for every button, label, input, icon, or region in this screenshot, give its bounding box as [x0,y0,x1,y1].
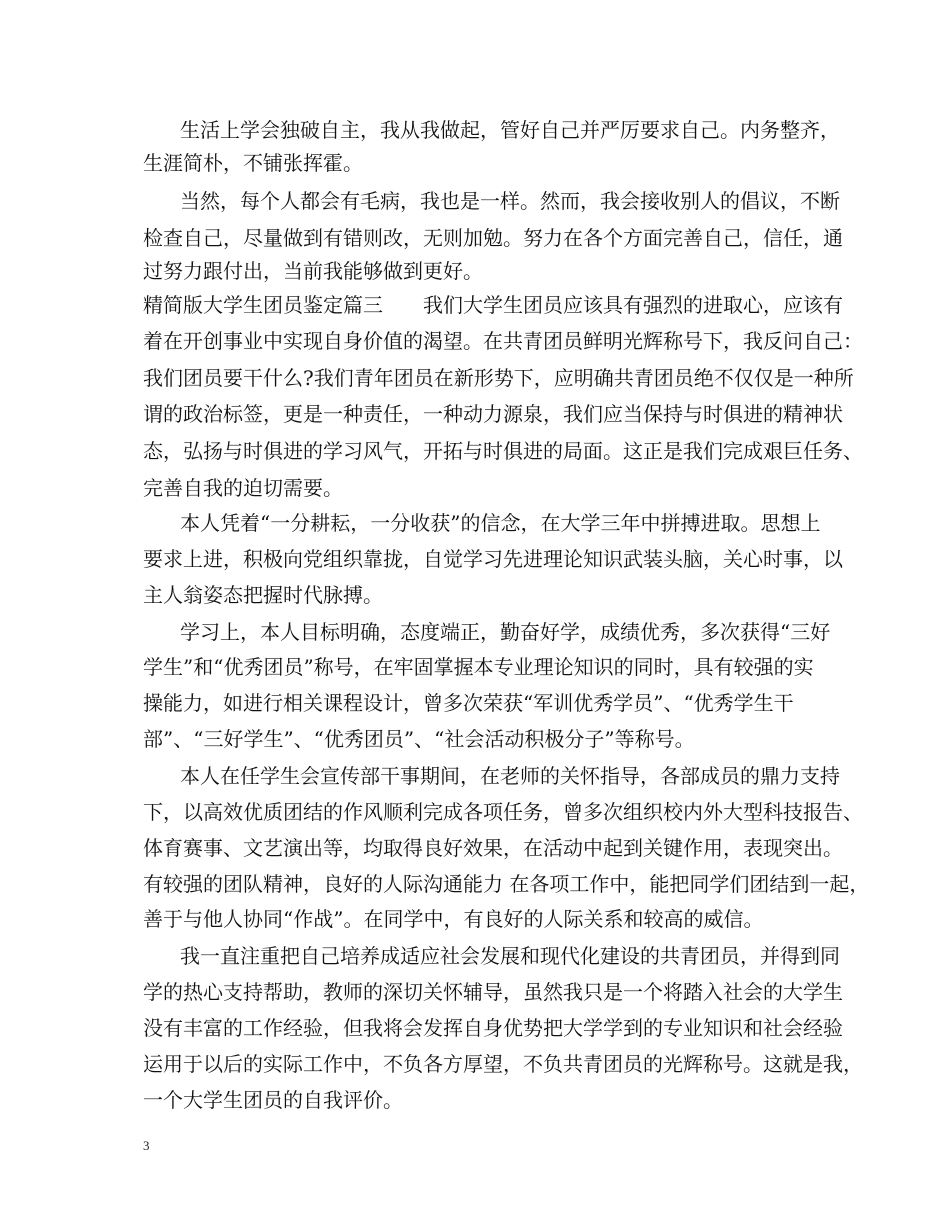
text-line: 我们团员要干什么?我们青年团员在新形势下，应明确共青团员绝不仅仅是一种所 [143,366,854,390]
text-line: 学生”和“优秀团员”称号，在牢固掌握本专业理论知识的同时，具有较强的实 [143,655,814,679]
text-line: 要求上进，积极向党组织靠拢，自觉学习先进理论知识武装头脑，关心时事，以 [143,547,843,571]
text-line: 操能力，如进行相关课程设计，曾多次荣获“军训优秀学员”、“优秀学生干 [143,691,794,715]
text-line: 本人凭着“一分耕耘，一分收获”的信念，在大学三年中拼搏进取。思想上 [180,511,821,535]
text-line: 生活上学会独破自主，我从我做起，管好自己并严厉要求自己。内务整齐， [180,118,840,142]
text-line: 当然，每个人都会有毛病，我也是一样。然而，我会接收别人的倡议，不断 [180,189,840,213]
text-line: 善于与他人协同“作战”。在同学中，有良好的人际关系和较高的威信。 [143,907,764,931]
text-line: 学的热心支持帮助，教师的深切关怀辅导，虽然我只是一个将踏入社会的大学生 [143,980,843,1004]
text-line: 下，以高效优质团结的作风顺利完成各项任务，曾多次组织校内外大型科技报告、 [143,800,863,824]
text-line: 部”、“三好学生”、“优秀团员”、“社会活动积极分子”等称号。 [143,727,695,751]
text-line: 我一直注重把自己培养成适应社会发展和现代化建设的共青团员，并得到同 [180,944,840,968]
section-heading-line: 精简版大学生团员鉴定篇三 我们大学生团员应该具有强烈的进取心，应该有 [143,293,843,317]
text-line: 主人翁姿态把握时代脉搏。 [143,583,383,607]
text-line: 一个大学生团员的自我评价。 [143,1088,403,1112]
text-line: 没有丰富的工作经验，但我将会发挥自身优势把大学学到的专业知识和社会经验 [143,1016,843,1040]
text-line: 体育赛事、文艺演出等，均取得良好效果，在活动中起到关键作用，表现突出。 [143,836,843,860]
text-line: 学习上，本人目标明确，态度端正，勤奋好学，成绩优秀，多次获得“三好 [180,620,831,644]
text-line: 态，弘扬与时俱进的学习风气，开拓与时俱进的局面。这正是我们完成艰巨任务、 [143,439,863,463]
text-line: 检查自己，尽量做到有错则改，无则加勉。努力在各个方面完善自己，信任，通 [143,226,843,250]
text-line: 运用于以后的实际工作中，不负各方厚望，不负共青团员的光辉称号。这就是我， [143,1052,863,1076]
text-line: 生涯简朴，不铺张挥霍。 [143,151,363,175]
page-number: 3 [143,1138,150,1153]
text-line: 本人在任学生会宣传部干事期间，在老师的关怀指导，各部成员的鼎力支持 [180,764,840,788]
text-line: 完善自我的迫切需要。 [143,476,343,500]
text-line: 有较强的团队精神，良好的人际沟通能力 在各项工作中，能把同学们团结到一起， [143,872,870,896]
text-line: 过努力跟付出，当前我能够做到更好。 [143,259,483,283]
text-line: 谓的政治标签，更是一种责任，一种动力源泉，我们应当保持与时俱进的精神状 [143,402,843,426]
text-line: 着在开创事业中实现自身价值的渴望。在共青团员鲜明光辉称号下，我反问自己： [143,329,863,353]
